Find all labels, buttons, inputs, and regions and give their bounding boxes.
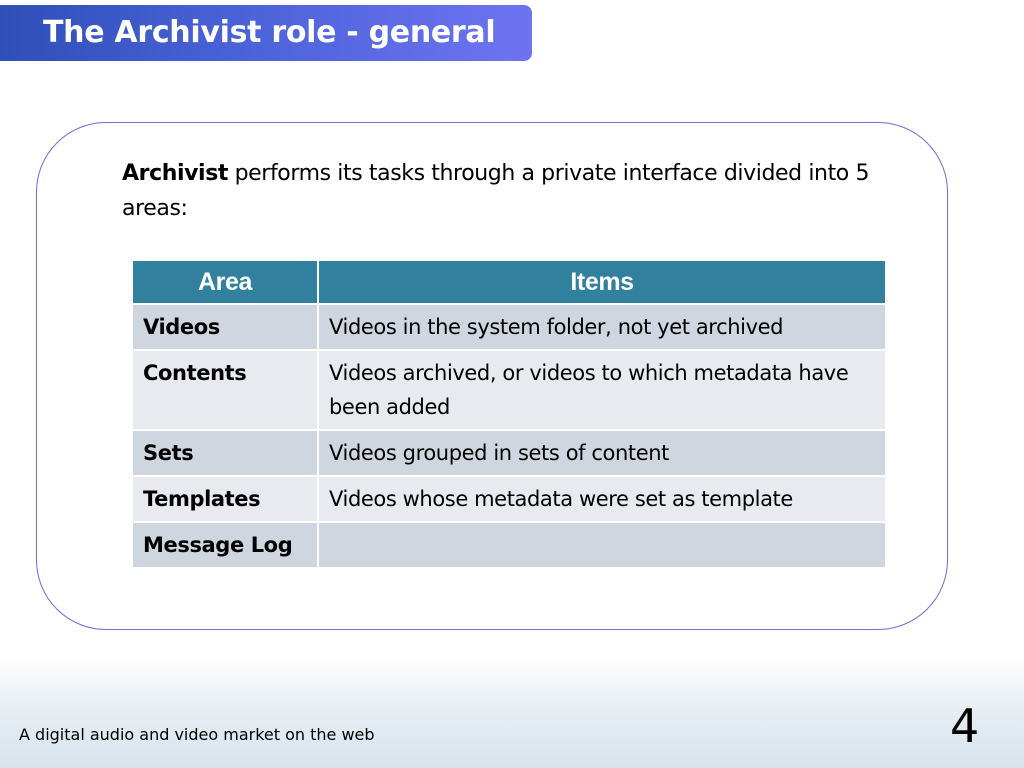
row-area: Templates — [133, 476, 318, 522]
row-area: Videos — [133, 304, 318, 350]
row-items: Videos archived, or videos to which metadata have been added — [318, 350, 885, 430]
footer-band — [0, 658, 1024, 768]
header-items: Items — [318, 261, 885, 304]
intro-text — [122, 156, 882, 226]
row-items — [318, 522, 885, 568]
row-items: Videos whose metadata were set as template — [318, 476, 885, 522]
table-row — [133, 430, 885, 476]
page-number: 4 — [950, 699, 980, 753]
header-area: Area — [133, 261, 318, 304]
slide-title: The Archivist role - general — [43, 15, 496, 50]
row-area: Message Log — [133, 522, 318, 568]
row-area: Contents — [133, 350, 318, 430]
areas-table — [133, 261, 885, 569]
intro-rest: performs its tasks through a private interface divided into 5 areas: — [122, 161, 870, 221]
slide-title-bar — [0, 5, 532, 61]
footer-text: A digital audio and video market on the web — [19, 725, 375, 744]
table-row — [133, 522, 885, 568]
row-area: Sets — [133, 430, 318, 476]
table-row — [133, 476, 885, 522]
table-row — [133, 350, 885, 430]
row-items: Videos in the system folder, not yet archived — [318, 304, 885, 350]
intro-bold: Archivist — [122, 161, 229, 186]
table-header-row — [133, 261, 885, 304]
table-row — [133, 304, 885, 350]
row-items: Videos grouped in sets of content — [318, 430, 885, 476]
